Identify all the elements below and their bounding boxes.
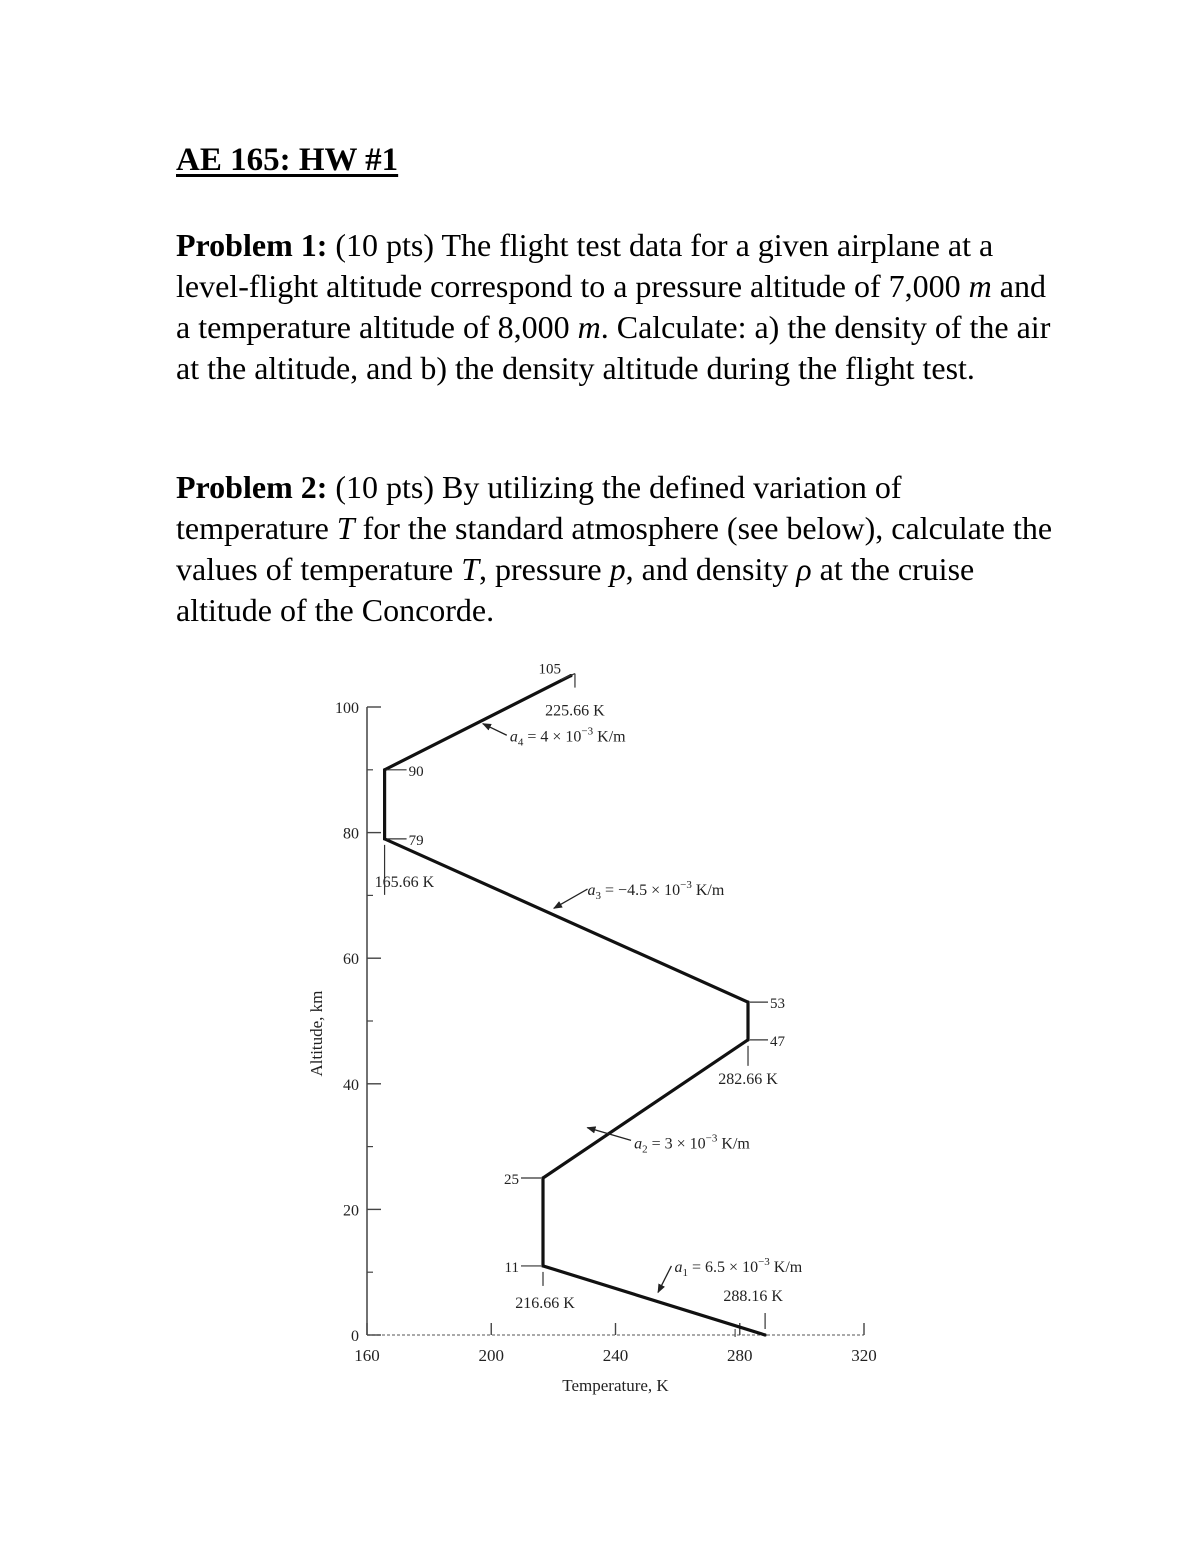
problem-2-symbol: T [461,551,479,587]
problem-2-symbol: p [609,551,626,587]
temperature-label-216: 216.66 K [515,1294,575,1312]
gradient-label-a4: $a_4 = 4 \times 10^{-3}$ K/m [509,725,626,749]
problem-2-symbol: T [336,510,355,546]
problem-2-text: at the cruise altitude of the Concorde. [176,551,975,628]
y-tick-label: 60 [343,951,359,969]
profile-vertex [746,1001,749,1004]
problem-1-label: Problem 1: [176,227,328,263]
problem-1-unit: m [577,309,601,345]
altitude-label-105: 105 [538,661,561,678]
altitude-label-53: 53 [770,996,786,1013]
y-tick-label: 100 [335,700,359,717]
y-tick-label: 80 [343,825,359,843]
altitude-label-79: 79 [408,832,424,849]
temperature-label-165: 165.66 K [374,873,435,891]
gradient-arrow [587,1128,631,1141]
document-title: AE 165: HW #1 [176,142,399,178]
problem-2-text: , and density [625,551,797,587]
x-axis-label: Temperature, K [562,1376,669,1395]
gradient-label-a2: $a_2 = 3 \times 10^{-3}$ K/m [634,1132,750,1156]
temperature-profile-line [385,676,765,1335]
x-tick-label: 240 [602,1346,629,1365]
x-tick-label: 280 [727,1346,753,1365]
profile-vertex [541,1176,544,1179]
altitude-label-11: 11 [504,1259,520,1276]
y-tick-label: 20 [343,1202,359,1220]
problem-2-text: for the standard atmosphere (see below), calculate the values of temperature [176,510,1053,587]
gradient-label-a1: $a_1 = 6.5 \times 10^{-3}$ K/m [674,1255,803,1279]
gradient-label-a3: $a_3 = -4.5 \times 10^{-3}$ K/m [587,879,725,903]
problem-1-text: and a temperature altitude of 8,000 [176,268,1046,345]
x-tick-label: 160 [354,1346,380,1365]
x-tick-label: 320 [851,1346,877,1365]
problem-2-symbol: ρ [796,551,812,587]
profile-vertex [541,1264,544,1267]
problem-1-text: (10 pts) The flight test data for a given airplane at a level-flight altitude correspond to a pressure altitude of 7,000 [176,227,994,304]
problem-1-unit: m [968,268,992,304]
profile-vertex [383,837,386,840]
gradient-arrow [554,889,588,908]
problem-2-text: , pressure [479,551,610,587]
x-tick-label: 200 [478,1346,504,1365]
profile-vertex [763,1333,766,1336]
temperature-label-282: 282.66 K [718,1070,778,1088]
gradient-arrow [658,1266,671,1293]
profile-vertex [383,768,386,771]
altitude-label-25: 25 [504,1172,520,1188]
altitude-label-47: 47 [770,1033,786,1050]
y-tick-label: 0 [351,1328,359,1345]
temperature-label-225: 225.66 K [545,702,605,720]
problem-2-label: Problem 2: [176,469,328,505]
profile-vertex [746,1038,749,1041]
altitude-label-90: 90 [408,763,424,780]
problem-1-text: . Calculate: a) the density of the air at the altitude, and b) the density altitude during the flight test. [176,309,1051,386]
gradient-arrow [483,724,507,736]
y-tick-label: 40 [343,1076,359,1094]
temperature-label-288: 288.16 K [723,1288,783,1305]
y-axis-label: Altitude, km [307,990,326,1077]
problem-2-text: (10 pts) By utilizing the defined variation of temperature [176,469,902,546]
